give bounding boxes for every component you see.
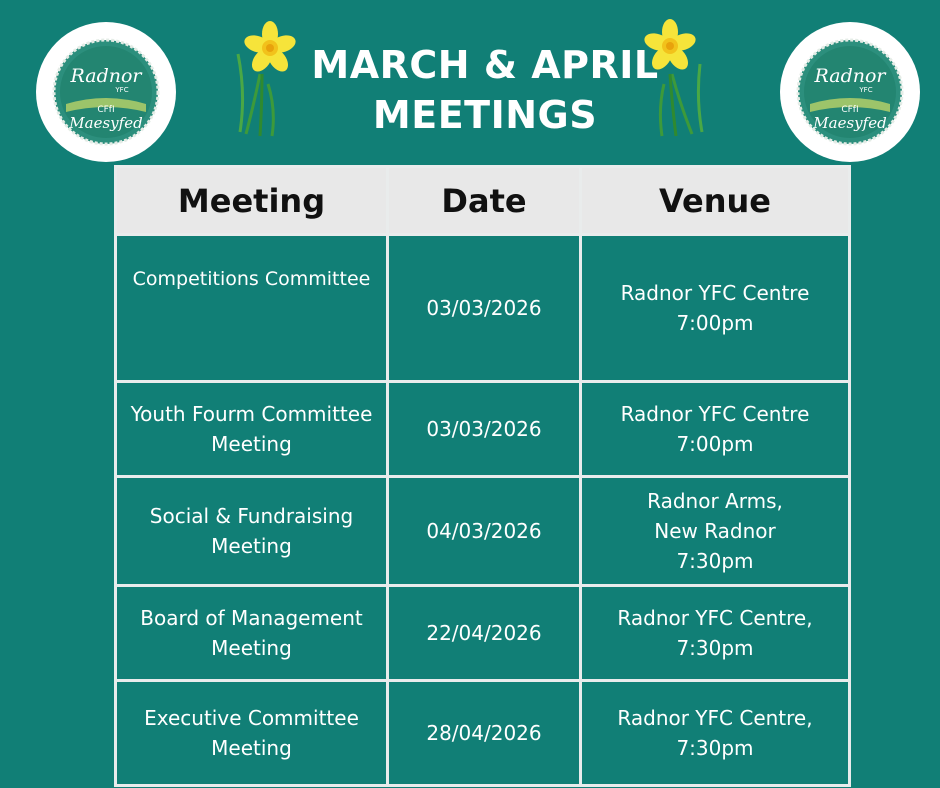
venue-line: Radnor YFC Centre, — [617, 606, 813, 630]
table-row — [116, 382, 850, 477]
venue-cell — [581, 477, 850, 586]
venue-time: 7:30pm — [676, 549, 754, 573]
meeting-cell — [116, 477, 388, 586]
venue-line-2: New Radnor — [654, 519, 776, 543]
meeting-name: Competitions Committee — [132, 268, 371, 290]
page-title — [290, 40, 680, 140]
header-venue: Venue — [581, 167, 850, 235]
date-cell: 04/03/2026 — [388, 477, 581, 586]
meeting-cell — [116, 382, 388, 477]
venue-cell — [581, 235, 850, 382]
meeting-cell — [116, 586, 388, 681]
logo-cffi-text: CFfI — [841, 105, 859, 115]
venue-time: 7:30pm — [676, 736, 754, 760]
logo-maesyfed-text: Maesyfed — [813, 114, 887, 132]
table-row — [116, 477, 850, 586]
date-cell: 03/03/2026 — [388, 382, 581, 477]
venue-line: Radnor YFC Centre — [620, 402, 810, 426]
title-line-1: MARCH & APRIL — [311, 43, 659, 87]
venue-time: 7:00pm — [676, 432, 754, 456]
date-cell: 03/03/2026 — [388, 235, 581, 382]
date-cell: 28/04/2026 — [388, 681, 581, 786]
venue-time: 7:30pm — [676, 636, 754, 660]
meeting-name-2: Meeting — [211, 534, 292, 558]
header-meeting: Meeting — [116, 167, 388, 235]
venue-time: 7:00pm — [676, 311, 754, 335]
logo-radnor-text: Radnor — [814, 65, 886, 87]
meeting-name: Youth Fourm Committee — [130, 402, 373, 426]
venue-line: Radnor YFC Centre — [620, 281, 810, 305]
venue-cell — [581, 382, 850, 477]
meeting-name-2: Meeting — [211, 432, 292, 456]
venue-cell — [581, 586, 850, 681]
meeting-name: Board of Management — [140, 606, 363, 630]
logo-cffi-text: CFfI — [97, 105, 115, 115]
meeting-name: Social & Fundraising — [149, 504, 354, 528]
radnor-yfc-logo-left — [36, 22, 176, 162]
meeting-name-2: Meeting — [211, 736, 292, 760]
header-date: Date — [388, 167, 581, 235]
venue-line: Radnor YFC Centre, — [617, 706, 813, 730]
meetings-table — [114, 165, 851, 787]
logo-maesyfed-text: Maesyfed — [69, 114, 143, 132]
title-line-2: MEETINGS — [372, 93, 598, 137]
meeting-name: Executive Committee — [144, 706, 359, 730]
meeting-cell — [116, 681, 388, 786]
meeting-name-2: Meeting — [211, 636, 292, 660]
radnor-yfc-logo-right — [780, 22, 920, 162]
date-cell: 22/04/2026 — [388, 586, 581, 681]
logo-yfc-text: YFC — [859, 86, 873, 94]
logo-yfc-text: YFC — [115, 86, 129, 94]
venue-cell — [581, 681, 850, 786]
meeting-cell — [116, 235, 388, 382]
logo-radnor-text: Radnor — [70, 65, 142, 87]
venue-line: Radnor Arms, — [647, 489, 783, 513]
table-row — [116, 235, 850, 382]
table-row — [116, 586, 850, 681]
table-row — [116, 681, 850, 786]
table-header-row — [116, 167, 850, 235]
